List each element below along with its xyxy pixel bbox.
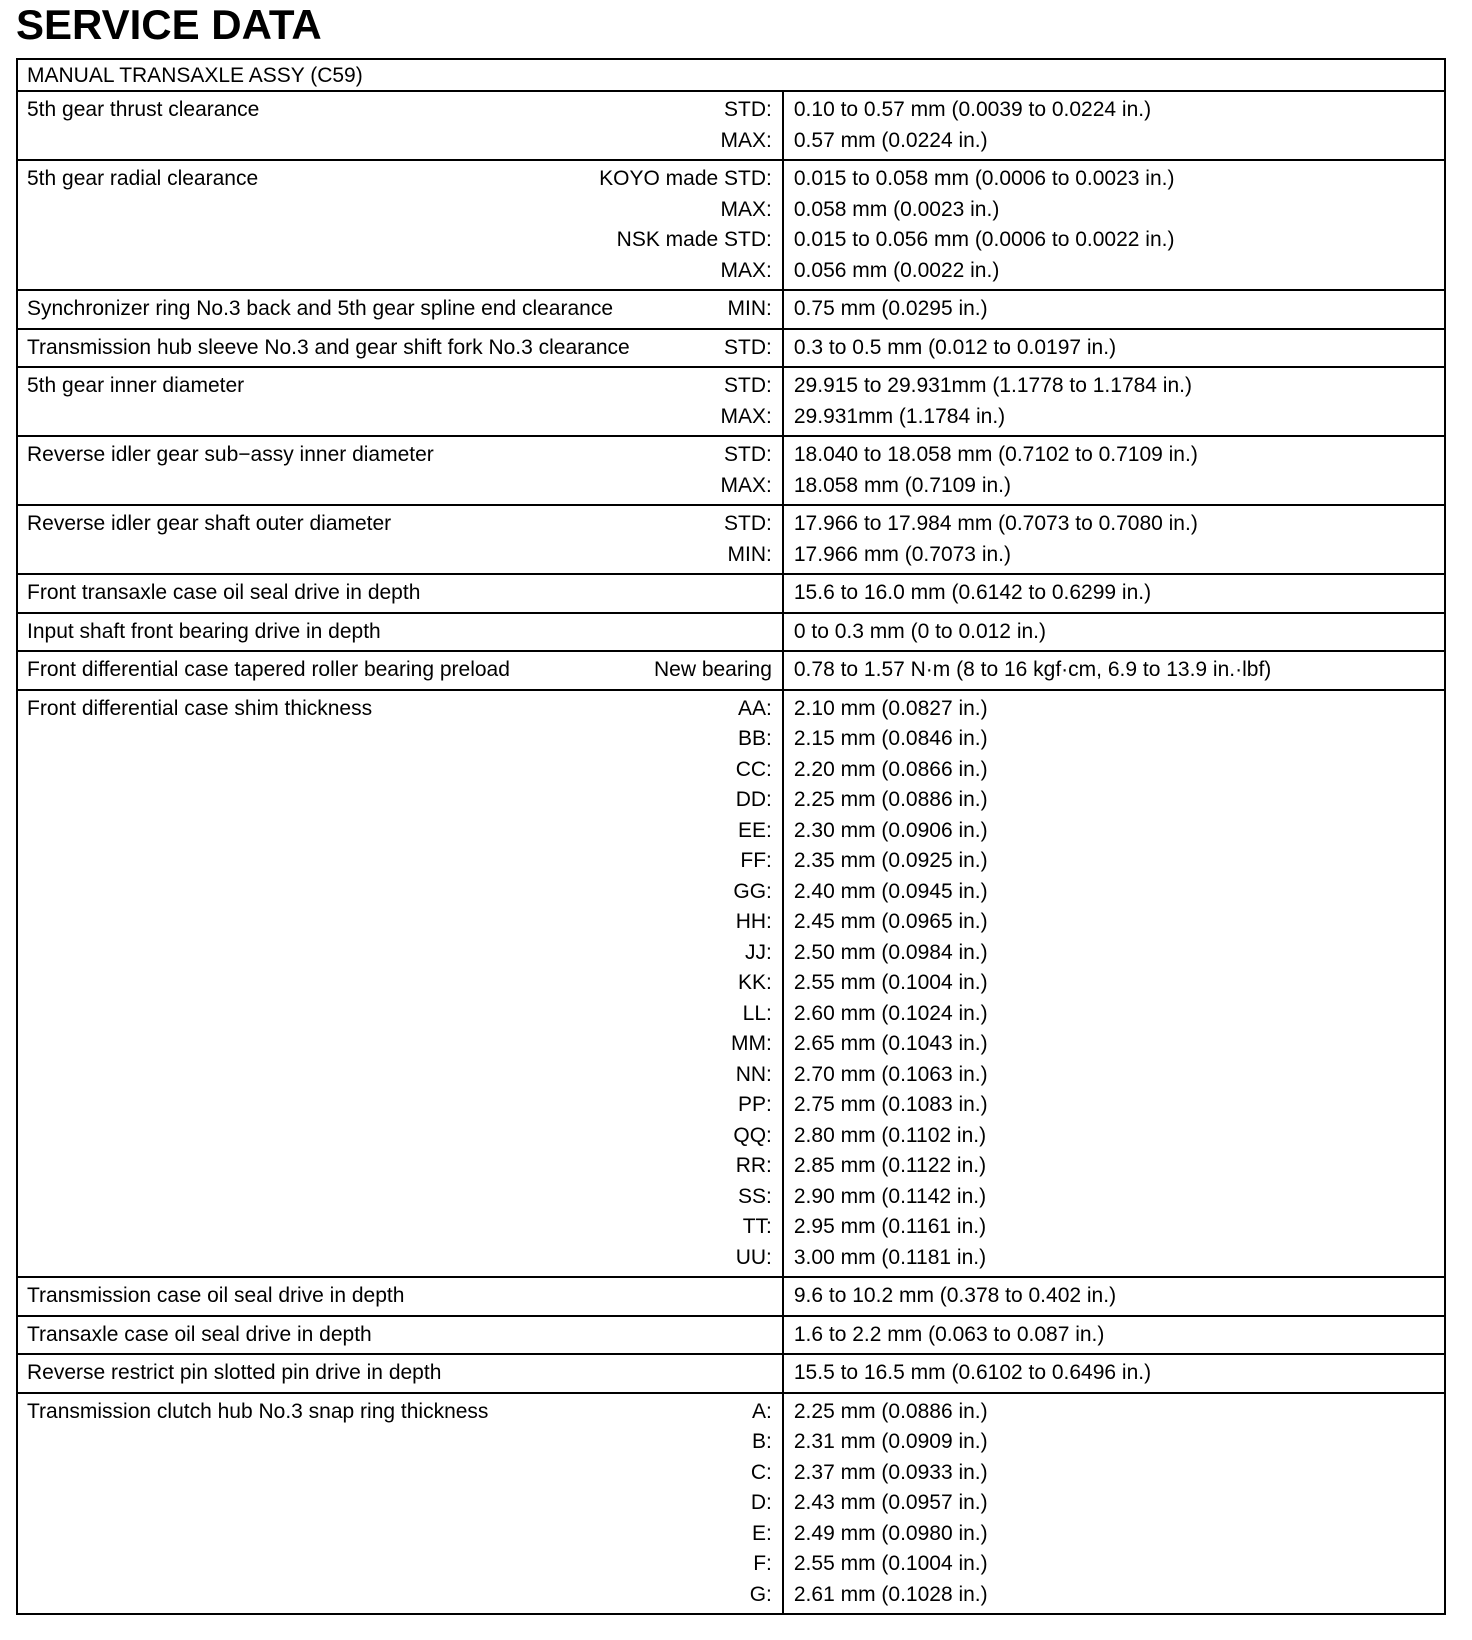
item-name: 5th gear radial clearance [27, 167, 259, 190]
value-cell [783, 160, 1445, 290]
spec-label: New bearing [653, 658, 772, 681]
spec-value: 2.85 mm (0.1122 in.) [793, 1154, 987, 1177]
spec-value: 2.25 mm (0.0886 in.) [793, 788, 988, 811]
spec-label: E: [752, 1521, 772, 1545]
spec-labels [724, 333, 772, 364]
spec-value: 17.966 to 17.984 mm (0.7073 to 0.7080 in.) [793, 512, 1198, 535]
value-cell [783, 367, 1445, 436]
value-cell [783, 91, 1445, 160]
spec-labels [721, 371, 772, 432]
spec-label: A: [752, 1399, 772, 1423]
table-row [17, 1393, 1445, 1615]
item-cell [17, 436, 783, 505]
item-cell [17, 651, 783, 690]
spec-label: DD: [735, 788, 772, 811]
item-name: Transaxle case oil seal drive in depth [27, 1322, 372, 1346]
value-cell [783, 1393, 1445, 1615]
table-row [17, 1277, 1445, 1316]
table-row [17, 505, 1445, 574]
spec-value: 0.57 mm (0.0224 in.) [793, 128, 988, 152]
spec-value: 2.65 mm (0.1043 in.) [793, 1032, 988, 1055]
spec-label: JJ: [745, 940, 772, 964]
spec-value: 2.31 mm (0.0909 in.) [793, 1430, 988, 1453]
item-cell [17, 290, 783, 329]
spec-value: 2.61 mm (0.1028 in.) [793, 1582, 988, 1606]
value-cell [783, 690, 1445, 1278]
spec-value: 29.915 to 29.931mm (1.1778 to 1.1784 in.) [793, 374, 1192, 397]
spec-value: 2.35 mm (0.0925 in.) [793, 849, 988, 872]
item-name: Synchronizer ring No.3 back and 5th gear spline end clearance [27, 297, 614, 320]
item-name: Transmission case oil seal drive in depth [27, 1284, 405, 1307]
table-row [17, 1316, 1445, 1355]
item-cell [17, 1354, 783, 1393]
spec-value: 2.55 mm (0.1004 in.) [793, 1552, 988, 1575]
spec-value: 2.43 mm (0.0957 in.) [793, 1491, 988, 1514]
spec-value: 2.25 mm (0.0886 in.) [793, 1399, 988, 1423]
table-row [17, 91, 1445, 160]
spec-value: 15.6 to 16.0 mm (0.6142 to 0.6299 in.) [793, 581, 1152, 604]
spec-value: 2.37 mm (0.0933 in.) [793, 1460, 988, 1484]
spec-label: C: [750, 1460, 772, 1484]
spec-label: MAX: [720, 258, 772, 282]
item-name: Transmission hub sleeve No.3 and gear shift fork No.3 clearance [27, 335, 630, 359]
spec-value: 2.45 mm (0.0965 in.) [793, 910, 988, 933]
spec-labels [721, 95, 772, 156]
item-name: Transmission clutch hub No.3 snap ring thickness [27, 1399, 489, 1423]
spec-label: UU: [735, 1245, 772, 1269]
spec-labels [731, 694, 772, 1274]
spec-label: KK: [738, 971, 772, 994]
item-name: Front differential case tapered roller bearing preload [27, 658, 510, 681]
spec-label: NN: [735, 1062, 772, 1086]
spec-label: B: [752, 1430, 772, 1453]
value-cell [783, 574, 1445, 613]
spec-label: MAX: [720, 128, 772, 152]
spec-value: 0.056 mm (0.0022 in.) [793, 258, 1000, 282]
item-name: Input shaft front bearing drive in depth [27, 619, 381, 643]
spec-labels [654, 655, 772, 686]
spec-label: NSK made STD: [616, 228, 772, 251]
spec-value: 2.70 mm (0.1063 in.) [793, 1062, 988, 1086]
value-cell [783, 436, 1445, 505]
spec-labels [728, 294, 772, 325]
service-data-table [16, 58, 1446, 1615]
spec-label: KOYO made STD: [599, 167, 772, 190]
spec-label: HH: [735, 910, 772, 933]
item-cell [17, 329, 783, 368]
table-row [17, 329, 1445, 368]
spec-value: 2.40 mm (0.0945 in.) [793, 879, 988, 903]
table-row [17, 690, 1445, 1278]
spec-label: FF: [740, 849, 772, 872]
table-row [17, 367, 1445, 436]
table-row [17, 290, 1445, 329]
spec-label: STD: [724, 374, 772, 397]
spec-label: EE: [738, 818, 772, 842]
item-name: 5th gear thrust clearance [27, 98, 260, 121]
spec-value: 1.6 to 2.2 mm (0.063 to 0.087 in.) [793, 1322, 1105, 1346]
spec-value: 0.015 to 0.058 mm (0.0006 to 0.0023 in.) [793, 167, 1175, 190]
spec-value: 0 to 0.3 mm (0 to 0.012 in.) [793, 619, 1046, 643]
value-cell [783, 1277, 1445, 1316]
spec-value: 15.5 to 16.5 mm (0.6102 to 0.6496 in.) [793, 1361, 1152, 1384]
item-cell [17, 367, 783, 436]
spec-label: PP: [738, 1093, 772, 1116]
spec-value: 0.78 to 1.57 N·m (8 to 16 kgf·cm, 6.9 to 13.9 in.·lbf) [793, 658, 1272, 681]
spec-label: QQ: [733, 1123, 772, 1147]
spec-label: STD: [724, 98, 772, 121]
value-cell [783, 290, 1445, 329]
spec-value: 2.15 mm (0.0846 in.) [793, 727, 988, 750]
spec-label: AA: [738, 696, 772, 720]
table-row [17, 613, 1445, 652]
item-cell [17, 1277, 783, 1316]
spec-label: D: [750, 1491, 772, 1514]
page-title: SERVICE DATA [16, 1, 322, 48]
item-cell [17, 1393, 783, 1615]
table-row [17, 574, 1445, 613]
spec-value: 2.50 mm (0.0984 in.) [793, 940, 988, 964]
item-name: Reverse idler gear shaft outer diameter [27, 512, 392, 535]
item-name: 5th gear inner diameter [27, 374, 245, 397]
spec-labels [599, 164, 772, 286]
spec-value: 18.058 mm (0.7109 in.) [793, 473, 1011, 497]
spec-value: 0.10 to 0.57 mm (0.0039 to 0.0224 in.) [793, 98, 1152, 121]
item-name: Front differential case shim thickness [27, 696, 373, 720]
spec-value: 2.80 mm (0.1102 in.) [793, 1123, 987, 1147]
spec-label: STD: [724, 335, 772, 359]
table-row [17, 160, 1445, 290]
spec-value: 29.931mm (1.1784 in.) [793, 404, 1006, 428]
spec-value: 2.49 mm (0.0980 in.) [793, 1521, 988, 1545]
value-cell [783, 613, 1445, 652]
table-row [17, 436, 1445, 505]
item-cell [17, 1316, 783, 1355]
spec-value: 17.966 mm (0.7073 in.) [793, 542, 1011, 566]
item-cell [17, 690, 783, 1278]
spec-label: MAX: [720, 197, 772, 221]
spec-label: MAX: [720, 404, 772, 428]
spec-value: 2.30 mm (0.0906 in.) [793, 818, 988, 842]
spec-label: TT: [742, 1215, 772, 1238]
spec-value: 2.75 mm (0.1083 in.) [793, 1093, 988, 1116]
table-header: MANUAL TRANSAXLE ASSY (C59) [17, 59, 1445, 91]
value-cell [783, 1316, 1445, 1355]
spec-value: 2.95 mm (0.1161 in.) [793, 1215, 987, 1238]
item-cell [17, 91, 783, 160]
value-cell [783, 505, 1445, 574]
spec-label: BB: [738, 727, 772, 750]
item-cell [17, 574, 783, 613]
spec-value: 3.00 mm (0.1181 in.) [793, 1245, 987, 1269]
spec-labels [724, 509, 772, 570]
table-header-row [17, 59, 1445, 91]
spec-value: 18.040 to 18.058 mm (0.7102 to 0.7109 in.) [793, 443, 1198, 466]
table-row [17, 1354, 1445, 1393]
spec-label: CC: [735, 757, 772, 781]
spec-label: MIN: [727, 542, 772, 566]
spec-value: 2.20 mm (0.0866 in.) [793, 757, 988, 781]
spec-label: STD: [724, 443, 772, 466]
spec-value: 9.6 to 10.2 mm (0.378 to 0.402 in.) [793, 1284, 1117, 1307]
spec-label: G: [749, 1582, 772, 1606]
spec-label: GG: [733, 879, 772, 903]
spec-label: MAX: [720, 473, 772, 497]
table-row [17, 651, 1445, 690]
spec-label: SS: [738, 1184, 772, 1208]
value-cell [783, 329, 1445, 368]
value-cell [783, 1354, 1445, 1393]
item-cell [17, 613, 783, 652]
spec-labels [750, 1397, 772, 1611]
spec-label: RR: [735, 1154, 772, 1177]
spec-value: 2.10 mm (0.0827 in.) [793, 696, 988, 720]
item-name: Reverse restrict pin slotted pin drive in depth [27, 1361, 442, 1384]
item-name: Front transaxle case oil seal drive in depth [27, 581, 421, 604]
item-cell [17, 505, 783, 574]
spec-value: 0.058 mm (0.0023 in.) [793, 197, 1000, 221]
spec-value: 0.015 to 0.056 mm (0.0006 to 0.0022 in.) [793, 228, 1175, 251]
spec-labels [721, 440, 772, 501]
spec-label: MIN: [727, 297, 772, 320]
spec-value: 0.75 mm (0.0295 in.) [793, 297, 988, 320]
spec-label: LL: [742, 1001, 772, 1025]
value-cell [783, 651, 1445, 690]
item-name: Reverse idler gear sub−assy inner diameter [27, 443, 434, 466]
spec-label: F: [753, 1552, 772, 1575]
spec-label: MM: [731, 1032, 772, 1055]
spec-label: STD: [724, 512, 772, 535]
spec-value: 2.90 mm (0.1142 in.) [793, 1184, 987, 1208]
spec-value: 0.3 to 0.5 mm (0.012 to 0.0197 in.) [793, 335, 1117, 359]
item-cell [17, 160, 783, 290]
spec-value: 2.55 mm (0.1004 in.) [793, 971, 988, 994]
spec-value: 2.60 mm (0.1024 in.) [793, 1001, 988, 1025]
